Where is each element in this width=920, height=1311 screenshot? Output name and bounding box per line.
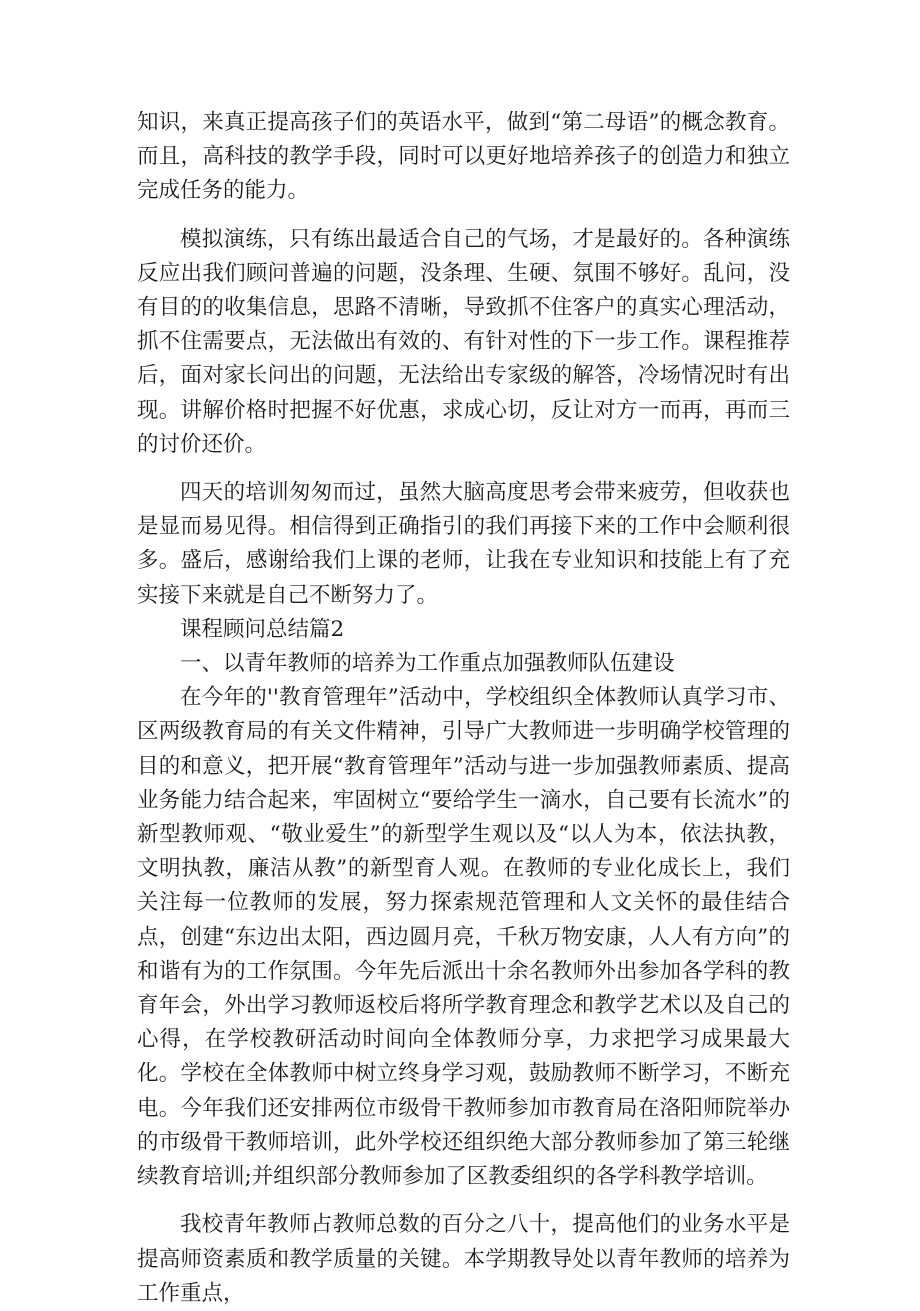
section-title: 课程顾问总结篇2: [180, 616, 345, 642]
paragraph-young-teachers: 我校青年教师占教师总数的百分之八十，提高他们的业务水平是提高师资素质和教学质量的关键。本学期教导处以青年教师的培养为工作重点，: [137, 1212, 790, 1306]
section-subheading: 一、以青年教师的培养为工作重点加强教师队伍建设: [180, 651, 675, 677]
paragraph-simulation-drill: 模拟演练，只有练出最适合自己的气场，才是最好的。各种演练反应出我们顾问普遍的问题，没条理、生硬、氛围不够好。乱问，没有目的的收集信息，思路不清晰，导致抓不住客户的真实心理活动，抓不住需要点，无法做出有效的、有针对性的下一步工作。课程推荐后，面对家长问出的问题，无法给出专家级的解答，冷场情况时有出现。讲解价格时把握不好优惠，求成心切，反让对方一而再，再而三的讨价还价。: [137, 226, 790, 457]
paragraph-education-management-year: 在今年的''教育管理年”活动中，学校组织全体教师认真学习市、区两级教育局的有关文件精神，引导广大教师进一步明确学校管理的目的和意义，把开展“教育管理年”活动与进一步加强教师素质、提高业务能力结合起来，牢固树立“要给学生一滴水，自己要有长流水”的新型教师观、“敬业爱生”的新型学生观以及“以人为本，依法执教，文明执教，廉洁从教”的新型育人观。在教师的专业化成长上，我们关注每一位教师的发展，努力探索规范管理和人文关怀的最佳结合点，创建“东边出太阳，西边圆月亮，千秋万物安康，人人有方向”的和谐有为的工作氛围。今年先后派出十余名教师外出参加各学科的教育年会，外出学习教师返校后将所学教育理念和教学艺术以及自己的心得，在学校教研活动时间向全体教师分享，力求把学习成果最大化。学校在全体教师中树立终身学习观，鼓励教师不断学习，不断充电。今年我们还安排两位市级骨干教师参加市教育局在洛阳师院举办的市级骨干教师培训，此外学校还组织绝大部分教师参加了第三轮继续教育培训;并组织部分教师参加了区教委组织的各学科教学培训。: [137, 685, 790, 1190]
paragraph-continuation: 知识，来真正提高孩子们的英语水平，做到“第二母语”的概念教育。而且，高科技的教学手段，同时可以更好地培养孩子的创造力和独立完成任务的能力。: [137, 110, 790, 204]
paragraph-training-summary: 四天的培训匆匆而过，虽然大脑高度思考会带来疲劳，但收获也是显而易见得。相信得到正确指引的我们再接下来的工作中会顺利很多。盛后，感谢给我们上课的老师，让我在专业知识和技能上有了充实接下来就是自己不断努力了。: [137, 480, 790, 608]
